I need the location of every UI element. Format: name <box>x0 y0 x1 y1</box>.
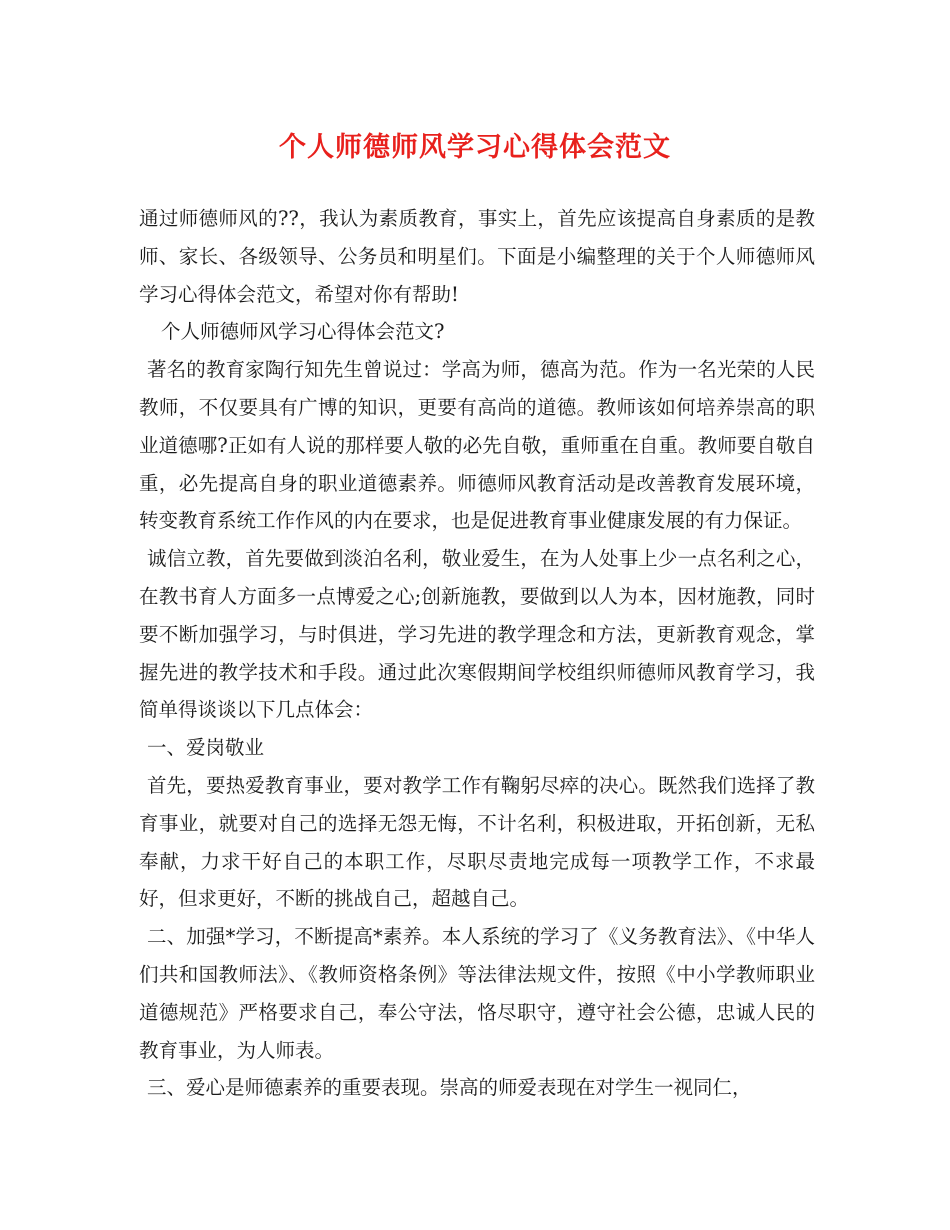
body-paragraph-1: 著名的教育家陶行知先生曾说过：学高为师，德高为范。作为一名光荣的人民教师，不仅要具有广博的知识，更要有高尚的道德。教师该如何培养崇高的职业道德哪?正如有人说的那样要人敬的必先自敬，重师重在自重。教师要自敬自重，必先提高自身的职业道德素养。师德师风教育活动是改善教育发展环境，转变教育系统工作作风的内在要求，也是促进教育事业健康发展的有力保证。 <box>139 358 815 533</box>
document-title: 个人师德师风学习心得体会范文 <box>279 132 671 163</box>
section-heading-1: 一、爱岗敬业 <box>147 736 265 760</box>
body-paragraph-2: 诚信立教，首先要做到淡泊名利，敬业爱生，在为人处事上少一点名利之心，在教书育人方面多一点博爱之心;创新施教，要做到以人为本，因材施教，同时要不断加强学习，与时俱进，学习先进的教学理念和方法，更新教育观念，掌握先进的教学技术和手段。通过此次寒假期间学校组织师德师风教育学习，我简单得谈谈以下几点体会： <box>139 547 815 722</box>
body-paragraph-4: 二、加强*学习，不断提高*素养。本人系统的学习了《义务教育法》、《中华人们共和国教师法》、《教师资格条例》等法律法规文件，按照《中小学教师职业道德规范》严格要求自己，奉公守法，恪尽职守，遵守社会公德，忠诚人民的教育事业，为人师表。 <box>139 925 815 1062</box>
body-paragraph-5: 三、爱心是师德素养的重要表现。崇高的师爱表现在对学生一视同仁， <box>147 1076 752 1100</box>
document-body <box>139 200 815 1107</box>
intro-paragraph: 通过师德师风的??，我认为素质教育，事实上，首先应该提高自身素质的是教师、家长、各级领导、公务员和明星们。下面是小编整理的关于个人师德师风学习心得体会范文，希望对你有帮助! <box>139 207 815 306</box>
subtitle-paragraph: 个人师德师风学习心得体会范文? <box>161 320 445 344</box>
body-paragraph-3: 首先，要热爱教育事业，要对教学工作有鞠躬尽瘁的决心。既然我们选择了教育事业，就要对自己的选择无怨无悔，不计名利，积极进取，开拓创新，无私奉献，力求干好自己的本职工作，尽职尽责地完成每一项教学工作，不求最好，但求更好，不断的挑战自己，超越自己。 <box>139 773 815 911</box>
